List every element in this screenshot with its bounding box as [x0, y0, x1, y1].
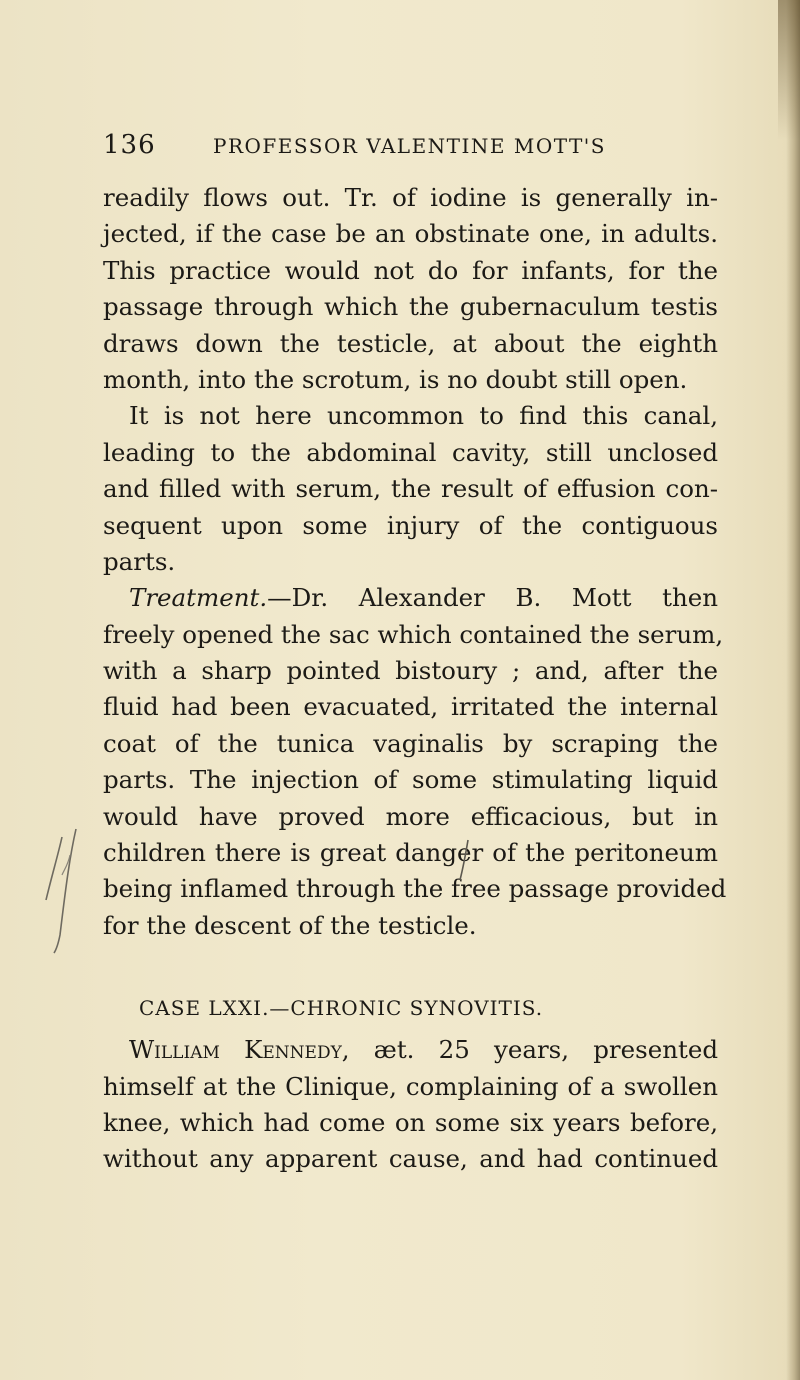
text-line: without any apparent cause, and had continued — [103, 1144, 718, 1174]
text-line: leading to the abdominal cavity, still unclosed — [103, 437, 718, 467]
page-corner-shadow — [778, 0, 800, 140]
text-line: jected, if the case be an obstinate one, in adults. — [103, 219, 718, 249]
page-number: 136 — [103, 130, 156, 160]
text-line: himself at the Clinique, complaining of a swollen — [103, 1071, 718, 1101]
text-line: month, into the scrotum, is no doubt still open. — [103, 364, 688, 394]
text-line: coat of the tunica vaginalis by scraping the — [103, 728, 718, 758]
text-line: It is not here uncommon to find this canal, — [129, 401, 718, 431]
text-line: would have proved more efficacious, but in — [103, 801, 718, 831]
treatment-heading: Treatment. — [129, 583, 268, 613]
patient-name: William Kennedy, — [129, 1035, 350, 1065]
text-line: freely opened the sac which contained the serum, — [103, 619, 724, 649]
text-line: parts. — [103, 546, 176, 576]
pencil-mark — [450, 838, 480, 883]
text-line: children there is great danger of the peritoneum — [103, 838, 718, 868]
text-line: This practice would not do for infants, for the — [103, 255, 718, 285]
text-line: for the descent of the testicle. — [103, 910, 477, 940]
text-line: knee, which had come on some six years before, — [103, 1107, 718, 1137]
page-header — [103, 130, 703, 164]
section-gap — [103, 944, 718, 984]
case-title: CASE LXXI.—CHRONIC SYNOVITIS. — [139, 996, 544, 1021]
treatment-first-line — [103, 580, 718, 616]
treatment-dash: — — [267, 583, 292, 613]
text-line: with a sharp pointed bistoury ; and, after the — [103, 656, 718, 686]
text-line: readily flows out. Tr. of iodine is generally in- — [103, 183, 718, 212]
case-first-line-rest: æt. 25 years, presented — [349, 1035, 718, 1065]
running-head: PROFESSOR VALENTINE MOTT'S — [213, 134, 606, 158]
text-line: draws down the testicle, at about the eighth — [103, 328, 718, 358]
page-edge-shadow — [786, 0, 800, 1380]
case-first-line — [103, 1032, 718, 1068]
text-line: sequent upon some injury of the contiguous — [103, 510, 718, 540]
text-line: and filled with serum, the result of effusion con- — [103, 474, 718, 504]
treatment-first-line-rest: Dr. Alexander B. Mott then — [291, 583, 718, 613]
text-line: being inflamed through the free passage provided — [103, 874, 727, 904]
pencil-margin-mark — [40, 825, 90, 955]
text-line: parts. The injection of some stimulating liquid — [103, 765, 718, 795]
body-text — [103, 180, 727, 1178]
text-line: fluid had been evacuated, irritated the internal — [103, 692, 718, 722]
text-line: passage through which the gubernaculum testis — [103, 292, 718, 322]
